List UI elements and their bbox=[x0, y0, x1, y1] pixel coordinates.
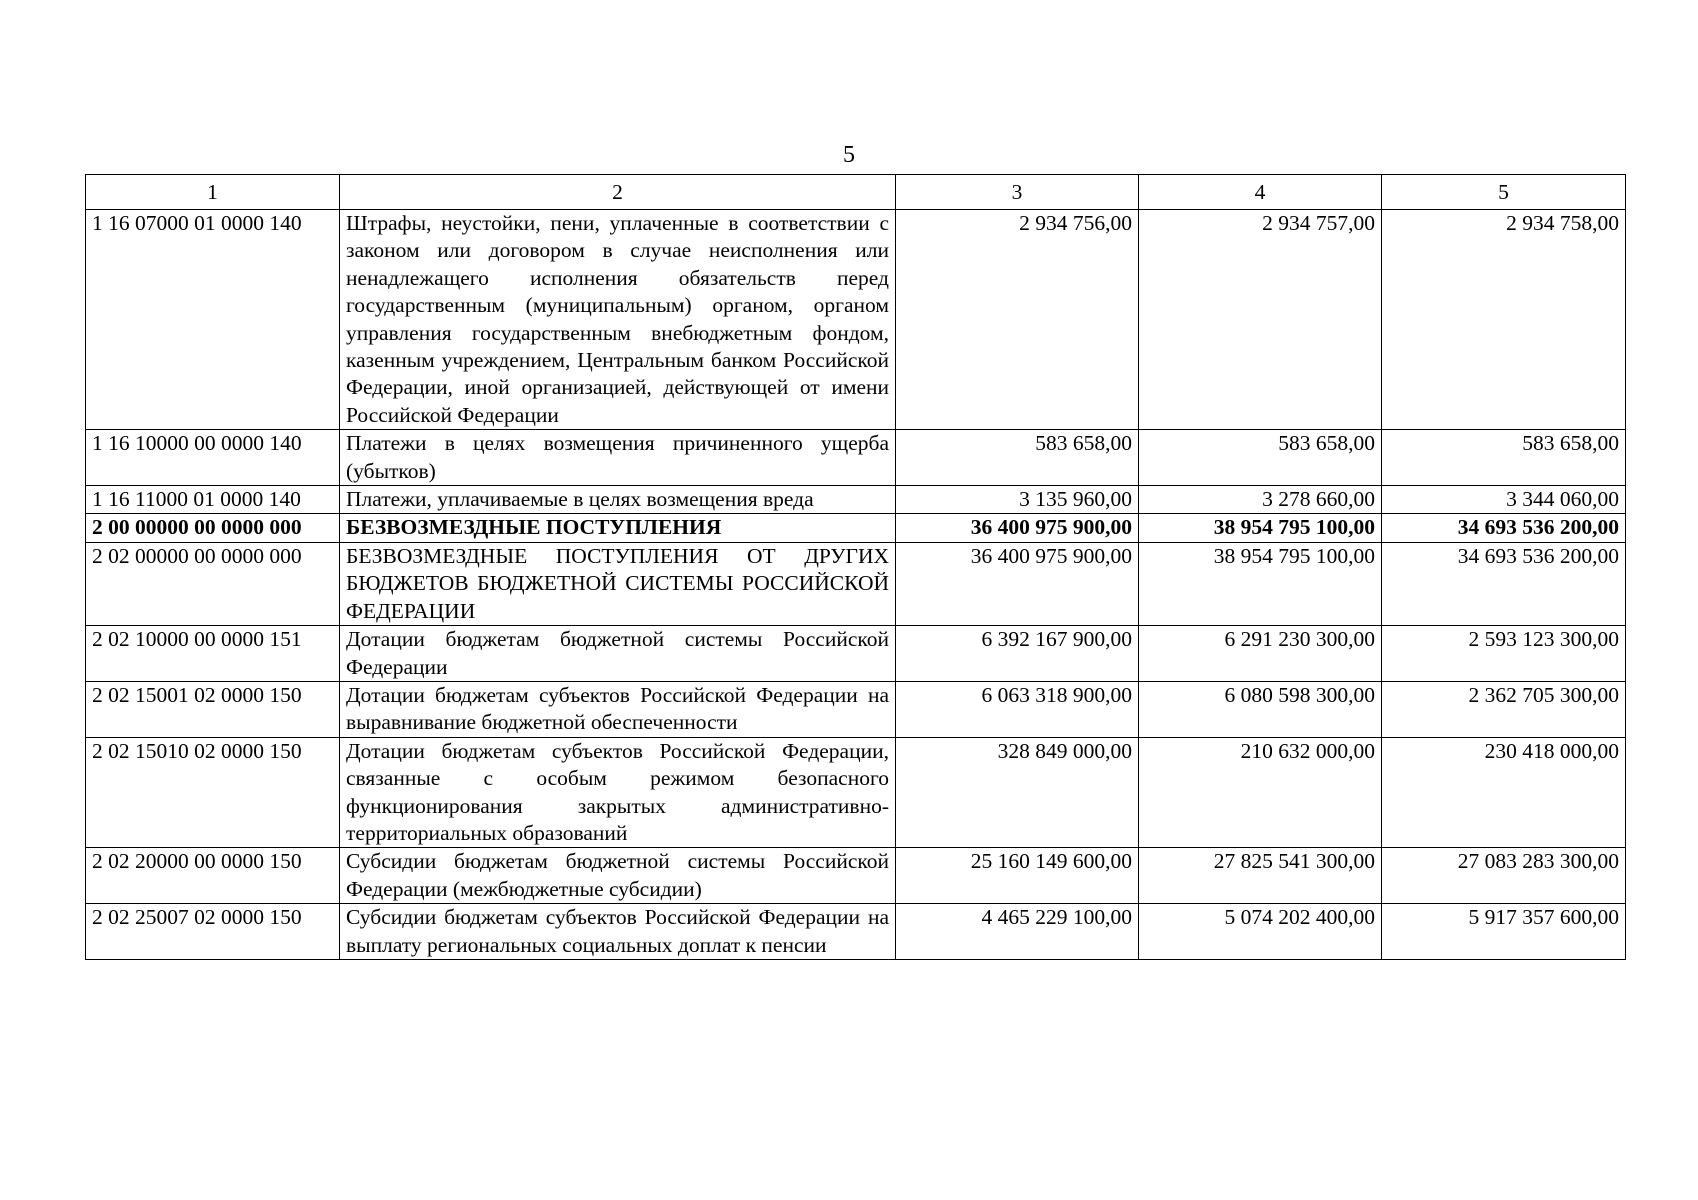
revenue-name: Дотации бюджетам субъектов Российской Федерации на выравнивание бюджетной обеспеченности bbox=[340, 681, 896, 737]
amount-col-4: 27 825 541 300,00 bbox=[1139, 848, 1382, 904]
amount-col-3: 3 135 960,00 bbox=[896, 486, 1139, 514]
amount-col-4: 3 278 660,00 bbox=[1139, 486, 1382, 514]
amount-col-5: 2 593 123 300,00 bbox=[1382, 626, 1626, 682]
table-row bbox=[86, 626, 1626, 682]
amount-col-4: 6 291 230 300,00 bbox=[1139, 626, 1382, 682]
revenue-name: БЕЗВОЗМЕЗДНЫЕ ПОСТУПЛЕНИЯ ОТ ДРУГИХ БЮДЖЕТОВ БЮДЖЕТНОЙ СИСТЕМЫ РОССИЙСКОЙ ФЕДЕРАЦИИ bbox=[340, 542, 896, 625]
amount-col-3: 6 063 318 900,00 bbox=[896, 681, 1139, 737]
table-row-total bbox=[86, 514, 1626, 542]
amount-col-4: 5 074 202 400,00 bbox=[1139, 904, 1382, 960]
revenue-name: БЕЗВОЗМЕЗДНЫЕ ПОСТУПЛЕНИЯ bbox=[340, 514, 896, 542]
column-header-3: 3 bbox=[896, 175, 1139, 210]
revenue-name: Субсидии бюджетам субъектов Российской Федерации на выплату региональных социальных доплат к пенсии bbox=[340, 904, 896, 960]
column-header-5: 5 bbox=[1382, 175, 1626, 210]
amount-col-5: 2 362 705 300,00 bbox=[1382, 681, 1626, 737]
amount-col-5: 583 658,00 bbox=[1382, 430, 1626, 486]
budget-code: 2 02 20000 00 0000 150 bbox=[86, 848, 340, 904]
amount-col-3: 583 658,00 bbox=[896, 430, 1139, 486]
amount-col-3: 328 849 000,00 bbox=[896, 737, 1139, 848]
budget-code: 1 16 11000 01 0000 140 bbox=[86, 486, 340, 514]
budget-revenue-table bbox=[85, 174, 1626, 960]
amount-col-4: 38 954 795 100,00 bbox=[1139, 542, 1382, 625]
revenue-name: Платежи, уплачиваемые в целях возмещения вреда bbox=[340, 486, 896, 514]
budget-code: 2 02 25007 02 0000 150 bbox=[86, 904, 340, 960]
table-row bbox=[86, 542, 1626, 625]
revenue-name: Штрафы, неустойки, пени, уплаченные в соответствии с законом или договором в случае неисполнения или ненадлежащего исполнения обязательств перед государственным (муниципальным) органом, органом управления государственным внебюджетным фондом, казенным учреждением, Центральным банком Российской Федерации, иной организацией, действующей от имени Российской Федерации bbox=[340, 210, 896, 430]
table-row bbox=[86, 848, 1626, 904]
table-row bbox=[86, 681, 1626, 737]
amount-col-4: 6 080 598 300,00 bbox=[1139, 681, 1382, 737]
page-number: 5 bbox=[843, 142, 855, 168]
revenue-name: Дотации бюджетам бюджетной системы Российской Федерации bbox=[340, 626, 896, 682]
table-row bbox=[86, 430, 1626, 486]
amount-col-5: 230 418 000,00 bbox=[1382, 737, 1626, 848]
revenue-name: Дотации бюджетам субъектов Российской Федерации, связанные с особым режимом безопасного функционирования закрытых административно-территориальных образований bbox=[340, 737, 896, 848]
amount-col-5: 27 083 283 300,00 bbox=[1382, 848, 1626, 904]
column-header-2: 2 bbox=[340, 175, 896, 210]
amount-col-5: 2 934 758,00 bbox=[1382, 210, 1626, 430]
table-row bbox=[86, 737, 1626, 848]
amount-col-5: 34 693 536 200,00 bbox=[1382, 542, 1626, 625]
amount-col-5: 5 917 357 600,00 bbox=[1382, 904, 1626, 960]
amount-col-5: 3 344 060,00 bbox=[1382, 486, 1626, 514]
amount-col-3: 25 160 149 600,00 bbox=[896, 848, 1139, 904]
amount-col-5: 34 693 536 200,00 bbox=[1382, 514, 1626, 542]
amount-col-3: 36 400 975 900,00 bbox=[896, 514, 1139, 542]
column-number-row bbox=[86, 175, 1626, 210]
revenue-name: Платежи в целях возмещения причиненного ущерба (убытков) bbox=[340, 430, 896, 486]
budget-code: 2 00 00000 00 0000 000 bbox=[86, 514, 340, 542]
amount-col-4: 210 632 000,00 bbox=[1139, 737, 1382, 848]
budget-code: 1 16 10000 00 0000 140 bbox=[86, 430, 340, 486]
amount-col-4: 38 954 795 100,00 bbox=[1139, 514, 1382, 542]
table-row bbox=[86, 904, 1626, 960]
column-header-4: 4 bbox=[1139, 175, 1382, 210]
amount-col-3: 36 400 975 900,00 bbox=[896, 542, 1139, 625]
budget-code: 2 02 15001 02 0000 150 bbox=[86, 681, 340, 737]
table-row bbox=[86, 486, 1626, 514]
budget-code: 1 16 07000 01 0000 140 bbox=[86, 210, 340, 430]
column-header-1: 1 bbox=[86, 175, 340, 210]
budget-code: 2 02 15010 02 0000 150 bbox=[86, 737, 340, 848]
amount-col-3: 6 392 167 900,00 bbox=[896, 626, 1139, 682]
revenue-name: Субсидии бюджетам бюджетной системы Российской Федерации (межбюджетные субсидии) bbox=[340, 848, 896, 904]
table-row bbox=[86, 210, 1626, 430]
amount-col-4: 583 658,00 bbox=[1139, 430, 1382, 486]
amount-col-4: 2 934 757,00 bbox=[1139, 210, 1382, 430]
amount-col-3: 4 465 229 100,00 bbox=[896, 904, 1139, 960]
budget-code: 2 02 10000 00 0000 151 bbox=[86, 626, 340, 682]
budget-code: 2 02 00000 00 0000 000 bbox=[86, 542, 340, 625]
amount-col-3: 2 934 756,00 bbox=[896, 210, 1139, 430]
